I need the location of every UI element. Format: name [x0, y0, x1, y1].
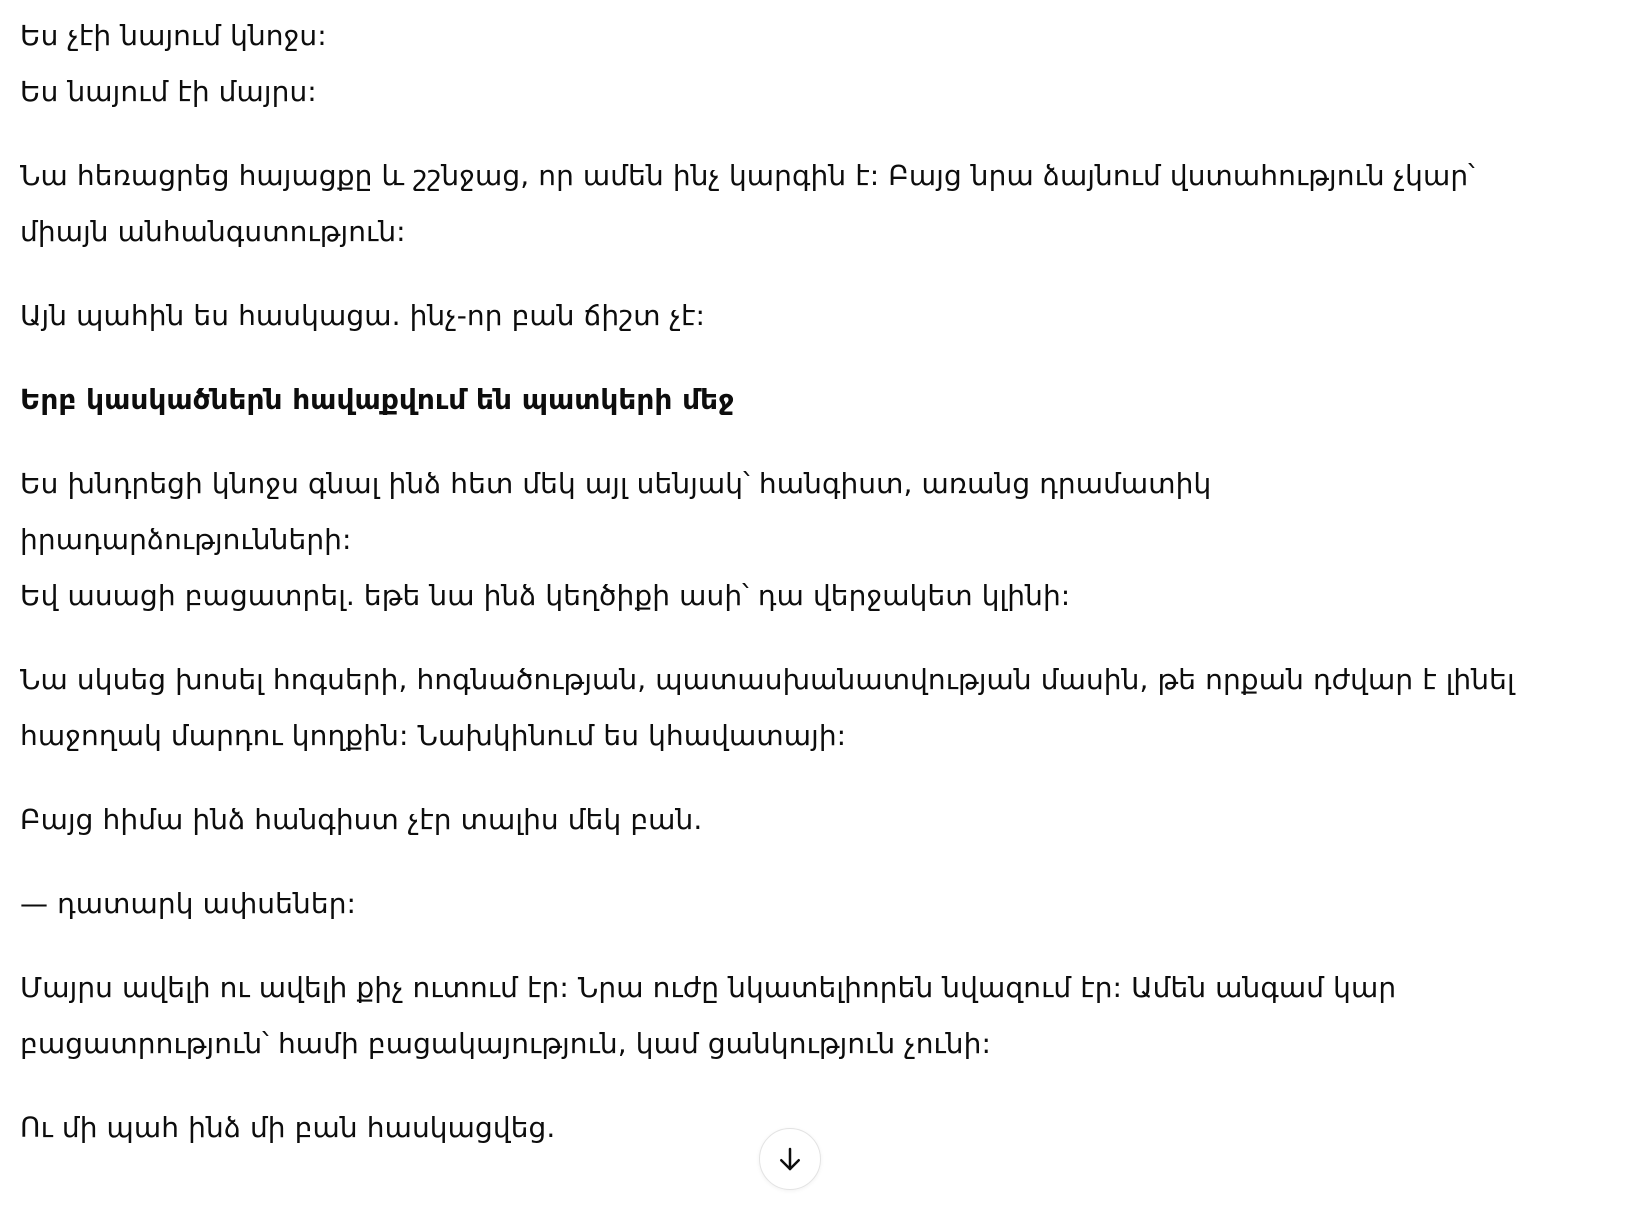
text-line: հաջողակ մարդու կողքին: Նախկինում ես կհավատայի:: [20, 719, 847, 752]
scroll-to-bottom-button[interactable]: [759, 1128, 821, 1190]
paragraph: [20, 652, 1580, 764]
text-line: Ես նայում էի մայրս:: [20, 75, 317, 108]
text-line: — դատարկ ափսեներ:: [20, 887, 357, 920]
text-line: Բայց հիմա ինձ հանգիստ չէր տալիս մեկ բան.: [20, 803, 703, 836]
paragraph: [20, 148, 1580, 260]
text-line: Ես խնդրեցի կնոջս գնալ ինձ հետ մեկ այլ սենյակ՝ հանգիստ, առանց դրամատիկ: [20, 467, 1212, 500]
message-content: [20, 8, 1580, 1184]
text-line: Եվ ասացի բացատրել. եթե նա ինձ կեղծիքի ասի՝ դա վերջակետ կլինի:: [20, 579, 1071, 612]
paragraph: [20, 876, 1580, 932]
text-line: իրադարձությունների:: [20, 523, 352, 556]
paragraph: [20, 288, 1580, 344]
arrow-down-icon: [775, 1144, 805, 1174]
paragraph: [20, 792, 1580, 848]
paragraph: [20, 456, 1580, 624]
text-line: Ես չէի նայում կնոջս:: [20, 19, 327, 52]
text-line: Ու մի պահ ինձ մի բան հասկացվեց.: [20, 1111, 556, 1144]
text-line: միայն անհանգստություն:: [20, 215, 406, 248]
section-heading: Երբ կասկածներն հավաքվում են պատկերի մեջ: [20, 383, 735, 416]
paragraph: [20, 8, 1580, 120]
paragraph: [20, 960, 1580, 1072]
text-line: Այն պահին ես հասկացա. ինչ-որ բան ճիշտ չէ:: [20, 299, 706, 332]
text-line: բացատրություն՝ համի բացակայություն, կամ ցանկություն չունի:: [20, 1027, 992, 1060]
text-line: Նա սկսեց խոսել հոգսերի, հոգնածության, պատասխանատվության մասին, թե որքան դժվար է լինել: [20, 663, 1515, 696]
text-line: Մայրս ավելի ու ավելի քիչ ուտում էր: Նրա ուժը նկատելիորեն նվազում էր: Ամեն անգամ կար: [20, 971, 1397, 1004]
text-line: Նա հեռացրեց հայացքը և շշնջաց, որ ամեն ինչ կարգին է: Բայց նրա ձայնում վստահություն չկար՝: [20, 159, 1475, 192]
